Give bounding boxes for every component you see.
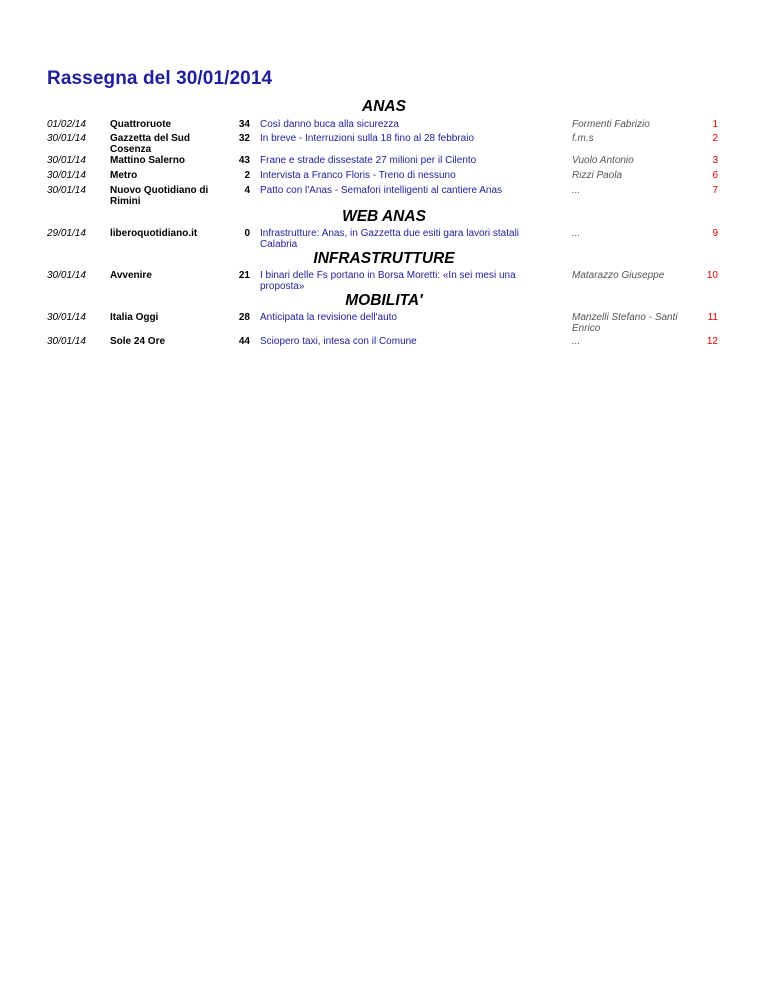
row-number: 7 — [712, 185, 718, 196]
row-date: 30/01/14 — [47, 270, 86, 281]
row-page: 21 — [238, 270, 250, 281]
row-page: 43 — [238, 155, 250, 166]
row-source: Avvenire — [110, 270, 152, 281]
row-author: Rizzi Paola — [572, 170, 623, 181]
row-number: 12 — [706, 336, 718, 347]
row-author: ... — [572, 185, 581, 196]
row-number: 11 — [707, 312, 718, 323]
row-author: f.m.s — [572, 133, 594, 144]
row-source: Nuovo Quotidiano di Rimini — [110, 185, 209, 207]
row-source: Metro — [110, 170, 138, 181]
section-header-infrastrutture: INFRASTRUTTURE — [313, 250, 455, 267]
row-title-link[interactable]: Sciopero taxi, intesa con il Comune — [260, 336, 417, 347]
row-page: 0 — [244, 228, 250, 239]
row-date: 30/01/14 — [47, 336, 86, 347]
row-number: 6 — [712, 170, 718, 181]
row-date: 30/01/14 — [47, 185, 86, 196]
row-author: ... — [572, 336, 581, 347]
row-number: 2 — [712, 133, 718, 144]
row-author: Matarazzo Giuseppe — [572, 270, 665, 281]
row-author: Manzelli Stefano - Santi Enrico — [572, 312, 678, 334]
row-author: Formenti Fabrizio — [572, 119, 650, 130]
row-date: 30/01/14 — [47, 312, 86, 323]
row-source: Sole 24 Ore — [110, 336, 166, 347]
row-number: 1 — [712, 119, 718, 130]
row-date: 29/01/14 — [47, 228, 86, 239]
row-date: 30/01/14 — [47, 170, 86, 181]
row-page: 4 — [244, 185, 250, 196]
row-title-link[interactable]: Frane e strade dissestate 27 milioni per il Cilento — [260, 155, 477, 166]
row-page: 32 — [238, 133, 250, 144]
row-source: liberoquotidiano.it — [110, 228, 198, 239]
section-header-anas: ANAS — [362, 98, 406, 115]
row-title-link[interactable]: Così danno buca alla sicurezza — [260, 119, 399, 130]
row-source: Quattroruote — [110, 119, 172, 130]
row-page: 2 — [244, 170, 250, 181]
row-number: 10 — [706, 270, 718, 281]
row-date: 30/01/14 — [47, 133, 86, 144]
section-header-mobilita: MOBILITA' — [345, 292, 423, 309]
row-title-link[interactable]: Intervista a Franco Floris - Treno di nessuno — [260, 170, 456, 181]
row-source: Mattino Salerno — [110, 155, 186, 166]
row-title-link[interactable]: Patto con l'Anas - Semafori intelligenti al cantiere Anas — [260, 185, 503, 196]
row-title-link[interactable]: Infrastrutture: Anas, in Gazzetta due esiti gara lavori statali Calabria — [260, 228, 520, 250]
row-title-link[interactable]: I binari delle Fs portano in Borsa Moretti: «In sei mesi una proposta» — [260, 270, 516, 292]
section-header-web-anas: WEB ANAS — [342, 208, 426, 225]
row-source: Italia Oggi — [110, 312, 159, 323]
row-author: ... — [572, 228, 581, 239]
row-title-link[interactable]: In breve - Interruzioni sulla 18 fino al 28 febbraio — [260, 133, 475, 144]
row-date: 30/01/14 — [47, 155, 86, 166]
row-number: 3 — [712, 155, 718, 166]
row-date: 01/02/14 — [47, 119, 86, 130]
row-source: Gazzetta del Sud Cosenza — [110, 133, 191, 155]
row-page: 28 — [238, 312, 250, 323]
row-title-link[interactable]: Anticipata la revisione dell'auto — [260, 312, 397, 323]
row-page: 34 — [238, 119, 250, 130]
row-author: Vuolo Antonio — [572, 155, 634, 166]
page-title: Rassegna del 30/01/2014 — [47, 68, 273, 89]
row-page: 44 — [238, 336, 250, 347]
row-number: 9 — [712, 228, 718, 239]
